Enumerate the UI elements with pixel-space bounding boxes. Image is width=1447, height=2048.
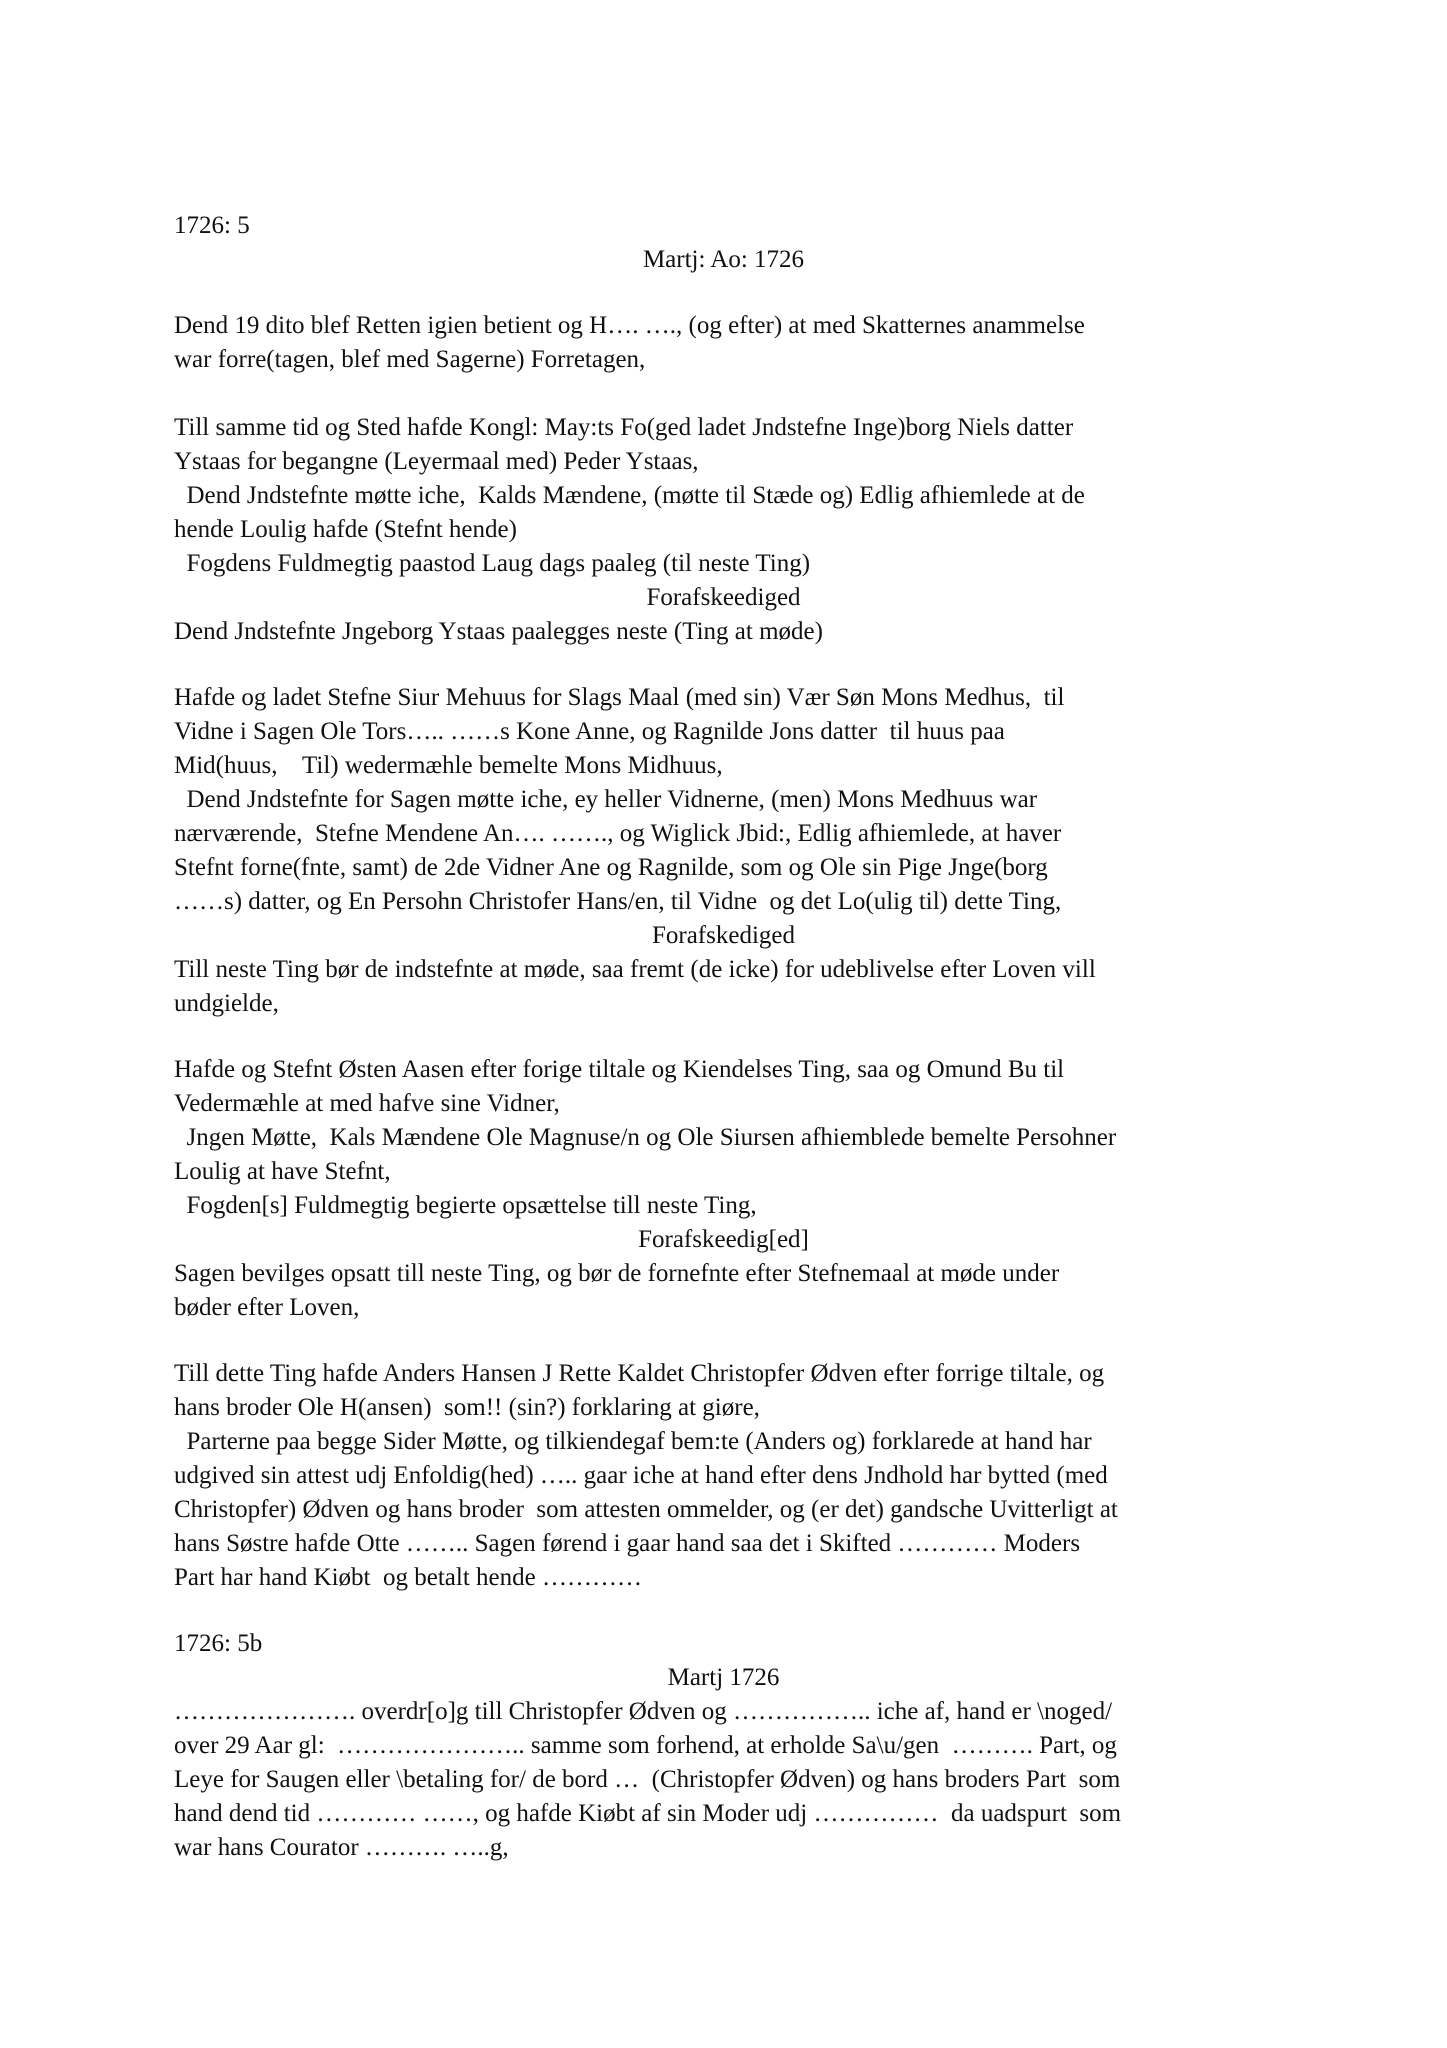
text-line: hans Søstre hafde Otte …….. Sagen førend i gaar hand saa det i Skifted ………… Moders [174, 1530, 1081, 1557]
month-heading: Martj 1726 [667, 1664, 780, 1691]
verdict-heading: Forafskeedig[ed] [638, 1226, 809, 1253]
text-line: hans broder Ole H(ansen) som!! (sin?) forklaring at giøre, [174, 1394, 760, 1421]
text-line: hende Loulig hafde (Stefnt hende) [174, 516, 517, 543]
text-line: Dend Jndstefnte møtte iche, Kalds Mændene, (møtte til Stæde og) Edlig afhiemlede at de [174, 482, 1085, 509]
text-line: Vedermæhle at med hafve sine Vidner, [174, 1090, 560, 1117]
text-line: Hafde og Stefnt Østen Aasen efter forige tiltale og Kiendelses Ting, saa og Omund Bu til [174, 1056, 1065, 1083]
text-line: Leye for Saugen eller \betaling for/ de bord … (Christopfer Ødven) og hans broders Part som [174, 1766, 1121, 1793]
text-line: nærværende, Stefne Mendene An…. ……., og Wiglick Jbid:, Edlig afhiemlede, at haver [174, 820, 1062, 847]
text-line: ……s) datter, og En Persohn Christofer Hans/en, til Vidne og det Lo(ulig til) dette Ting, [174, 888, 1062, 915]
text-line: …………………. overdr[o]g till Christopfer Ødven og …………….. iche af, hand er \noged/ [174, 1698, 1113, 1725]
text-line: Sagen bevilges opsatt till neste Ting, og bør de fornefnte efter Stefnemaal at møde under [174, 1260, 1060, 1287]
verdict-heading: Forafskeediged [646, 584, 801, 611]
text-line: Till dette Ting hafde Anders Hansen J Rette Kaldet Christopfer Ødven efter forrige tiltale, og [174, 1360, 1105, 1387]
text-line: Mid(huus, Til) wedermæhle bemelte Mons Midhuus, [174, 752, 723, 779]
text-line: Part har hand Kiøbt og betalt hende ………… [174, 1564, 642, 1591]
text-line: Dend 19 dito blef Retten igien betient og H…. …., (og efter) at med Skatternes anammelse [174, 312, 1085, 339]
text-line: Christopfer) Ødven og hans broder som attesten ommelder, og (er det) gandsche Uvitterligt at [174, 1496, 1118, 1523]
page-number-header: 1726: 5 [174, 212, 250, 239]
month-heading: Martj: Ao: 1726 [642, 246, 805, 273]
text-line: Dend Jndstefnte for Sagen møtte iche, ey heller Vidnerne, (men) Mons Medhuus war [174, 786, 1038, 813]
text-line: Fogdens Fuldmegtig paastod Laug dags paaleg (til neste Ting) [174, 550, 811, 577]
verdict-heading: Forafskediged [651, 922, 796, 949]
text-line: hand dend tid ………… ……, og hafde Kiøbt af sin Moder udj …………… da uadspurt som [174, 1800, 1122, 1827]
text-line: war forre(tagen, blef med Sagerne) Forretagen, [174, 346, 646, 373]
text-line: Fogden[s] Fuldmegtig begierte opsættelse till neste Ting, [174, 1192, 757, 1219]
text-line: Till neste Ting bør de indstefnte at møde, saa fremt (de icke) for udeblivelse efter Loven vill [174, 956, 1096, 983]
text-line: Till samme tid og Sted hafde Kongl: May:ts Fo(ged ladet Jndstefne Inge)borg Niels datter [174, 414, 1074, 441]
text-line: Ystaas for begangne (Leyermaal med) Peder Ystaas, [174, 448, 699, 475]
text-line: Hafde og ladet Stefne Siur Mehuus for Slags Maal (med sin) Vær Søn Mons Medhus, til [174, 684, 1065, 711]
text-line: over 29 Aar gl: ………………….. samme som forhend, at erholde Sa\u/gen ………. Part, og [174, 1732, 1117, 1759]
text-line: Parterne paa begge Sider Møtte, og tilkiendegaf bem:te (Anders og) forklarede at hand har [174, 1428, 1092, 1455]
text-line: Dend Jndstefnte Jngeborg Ystaas paalegges neste (Ting at møde) [174, 618, 823, 645]
text-line: udgived sin attest udj Enfoldig(hed) ….. gaar iche at hand efter dens Jndhold har bytted (med [174, 1462, 1108, 1489]
text-line: Loulig at have Stefnt, [174, 1158, 391, 1185]
text-line: Jngen Møtte, Kals Mændene Ole Magnuse/n og Ole Siursen afhiemblede bemelte Persohner [174, 1124, 1117, 1151]
text-line: Stefnt forne(fnte, samt) de 2de Vidner Ane og Ragnilde, som og Ole sin Pige Jnge(borg [174, 854, 1048, 881]
page-number-header: 1726: 5b [174, 1630, 263, 1657]
text-line: bøder efter Loven, [174, 1294, 360, 1321]
text-line: undgielde, [174, 990, 279, 1017]
text-line: Vidne i Sagen Ole Tors….. ……s Kone Anne, og Ragnilde Jons datter til huus paa [174, 718, 1005, 745]
text-line: war hans Courator ………. …..g, [174, 1834, 509, 1861]
